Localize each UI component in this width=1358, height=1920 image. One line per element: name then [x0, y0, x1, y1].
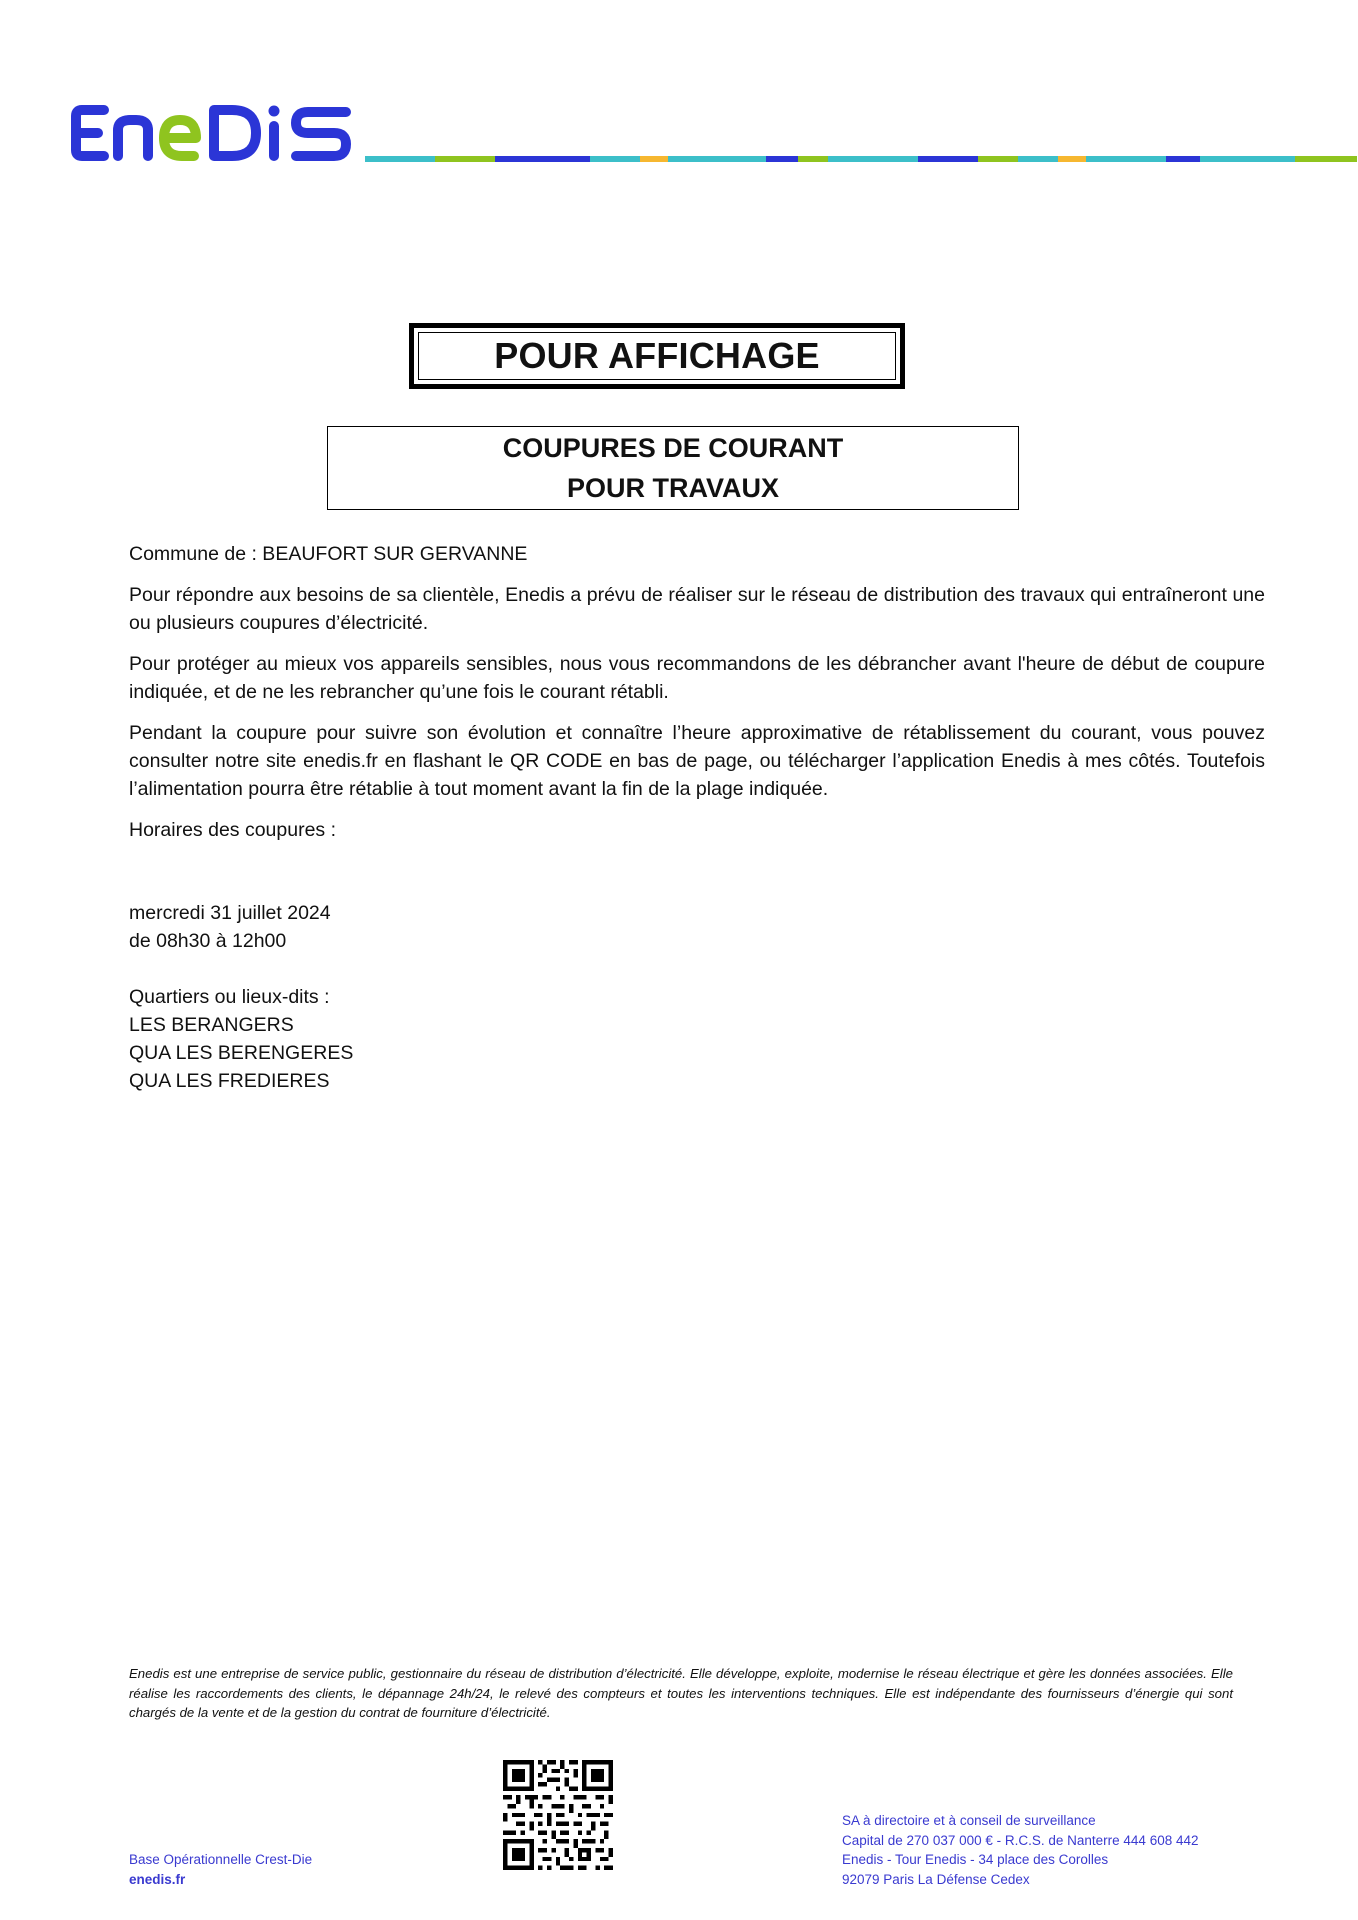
- schedule-label: Horaires des coupures :: [129, 819, 337, 841]
- website-link[interactable]: enedis.fr: [129, 1871, 186, 1887]
- footer-disclaimer: Enedis est une entreprise de service public, gestionnaire du réseau de distribution d’électricité. Elle développe, exploite, modernise le réseau électrique et gère les données associées. Elle réalise les raccordements des clients, le dépannage 24h/24, le relevé des compteurs et toutes les interventions techniques. Elle est indépendante des fournisseurs d’énergie qui sont chargés de la vente et de la gestion du contrat de fourniture d’électricité.: [129, 1666, 1233, 1720]
- paragraph-3-text: Pendant la coupure pour suivre son évolution et connaître l’heure approximative de rétablissement du courant, vous pouvez consulter notre site enedis.fr en flashant le QR CODE en bas de page, ou télécharger l’application Enedis à mes côtés. Toutefois l’alimentation pourra être rétablie à tout moment avant la fin de la plage indiquée.: [129, 722, 1265, 800]
- place-item: QUA LES BERENGERES: [129, 1042, 354, 1064]
- footer-left: [129, 1850, 312, 1889]
- qr-code-icon[interactable]: [503, 1760, 613, 1870]
- paragraph-2-text: Pour protéger au mieux vos appareils sensibles, nous vous recommandons de les débrancher avant l'heure de début de coupure indiquée, et de ne les rebrancher qu’une fois le courant rétabli.: [129, 653, 1265, 703]
- outage-time-range: de 08h30 à 12h00: [129, 930, 287, 952]
- paragraph-1: [129, 581, 1265, 637]
- paragraph-3: [129, 719, 1265, 803]
- subtitle-line-2: POUR TRAVAUX: [566, 473, 779, 503]
- footer-legal: [842, 1811, 1199, 1889]
- brand-stripe: [365, 156, 1357, 162]
- legal-line-1: SA à directoire et à conseil de surveillance: [842, 1813, 1096, 1828]
- commune-line: Commune de : BEAUFORT SUR GERVANNE: [129, 543, 528, 565]
- base-name: Base Opérationnelle Crest-Die: [129, 1852, 313, 1867]
- legal-line-4: 92079 Paris La Défense Cedex: [842, 1871, 1030, 1887]
- outage-date: mercredi 31 juillet 2024: [129, 902, 331, 924]
- enedis-logo: [68, 100, 358, 166]
- subtitle-line-1: COUPURES DE COURANT: [502, 433, 844, 463]
- legal-line-3: Enedis - Tour Enedis - 34 place des Corolles: [842, 1852, 1109, 1867]
- place-item: LES BERANGERS: [129, 1014, 294, 1036]
- place-item: QUA LES FREDIERES: [129, 1070, 330, 1092]
- paragraph-1-text: Pour répondre aux besoins de sa clientèle, Enedis a prévu de réaliser sur le réseau de distribution des travaux qui entraîneront une ou plusieurs coupures d’électricité.: [129, 584, 1265, 634]
- legal-line-2: Capital de 270 037 000 € - R.C.S. de Nanterre 444 608 442: [842, 1832, 1199, 1848]
- page-title: POUR AFFICHAGE: [418, 332, 896, 380]
- subtitle-box: [327, 426, 1019, 510]
- title-box: [409, 323, 905, 389]
- paragraph-2: [129, 650, 1265, 706]
- places-label: Quartiers ou lieux-dits :: [129, 986, 330, 1008]
